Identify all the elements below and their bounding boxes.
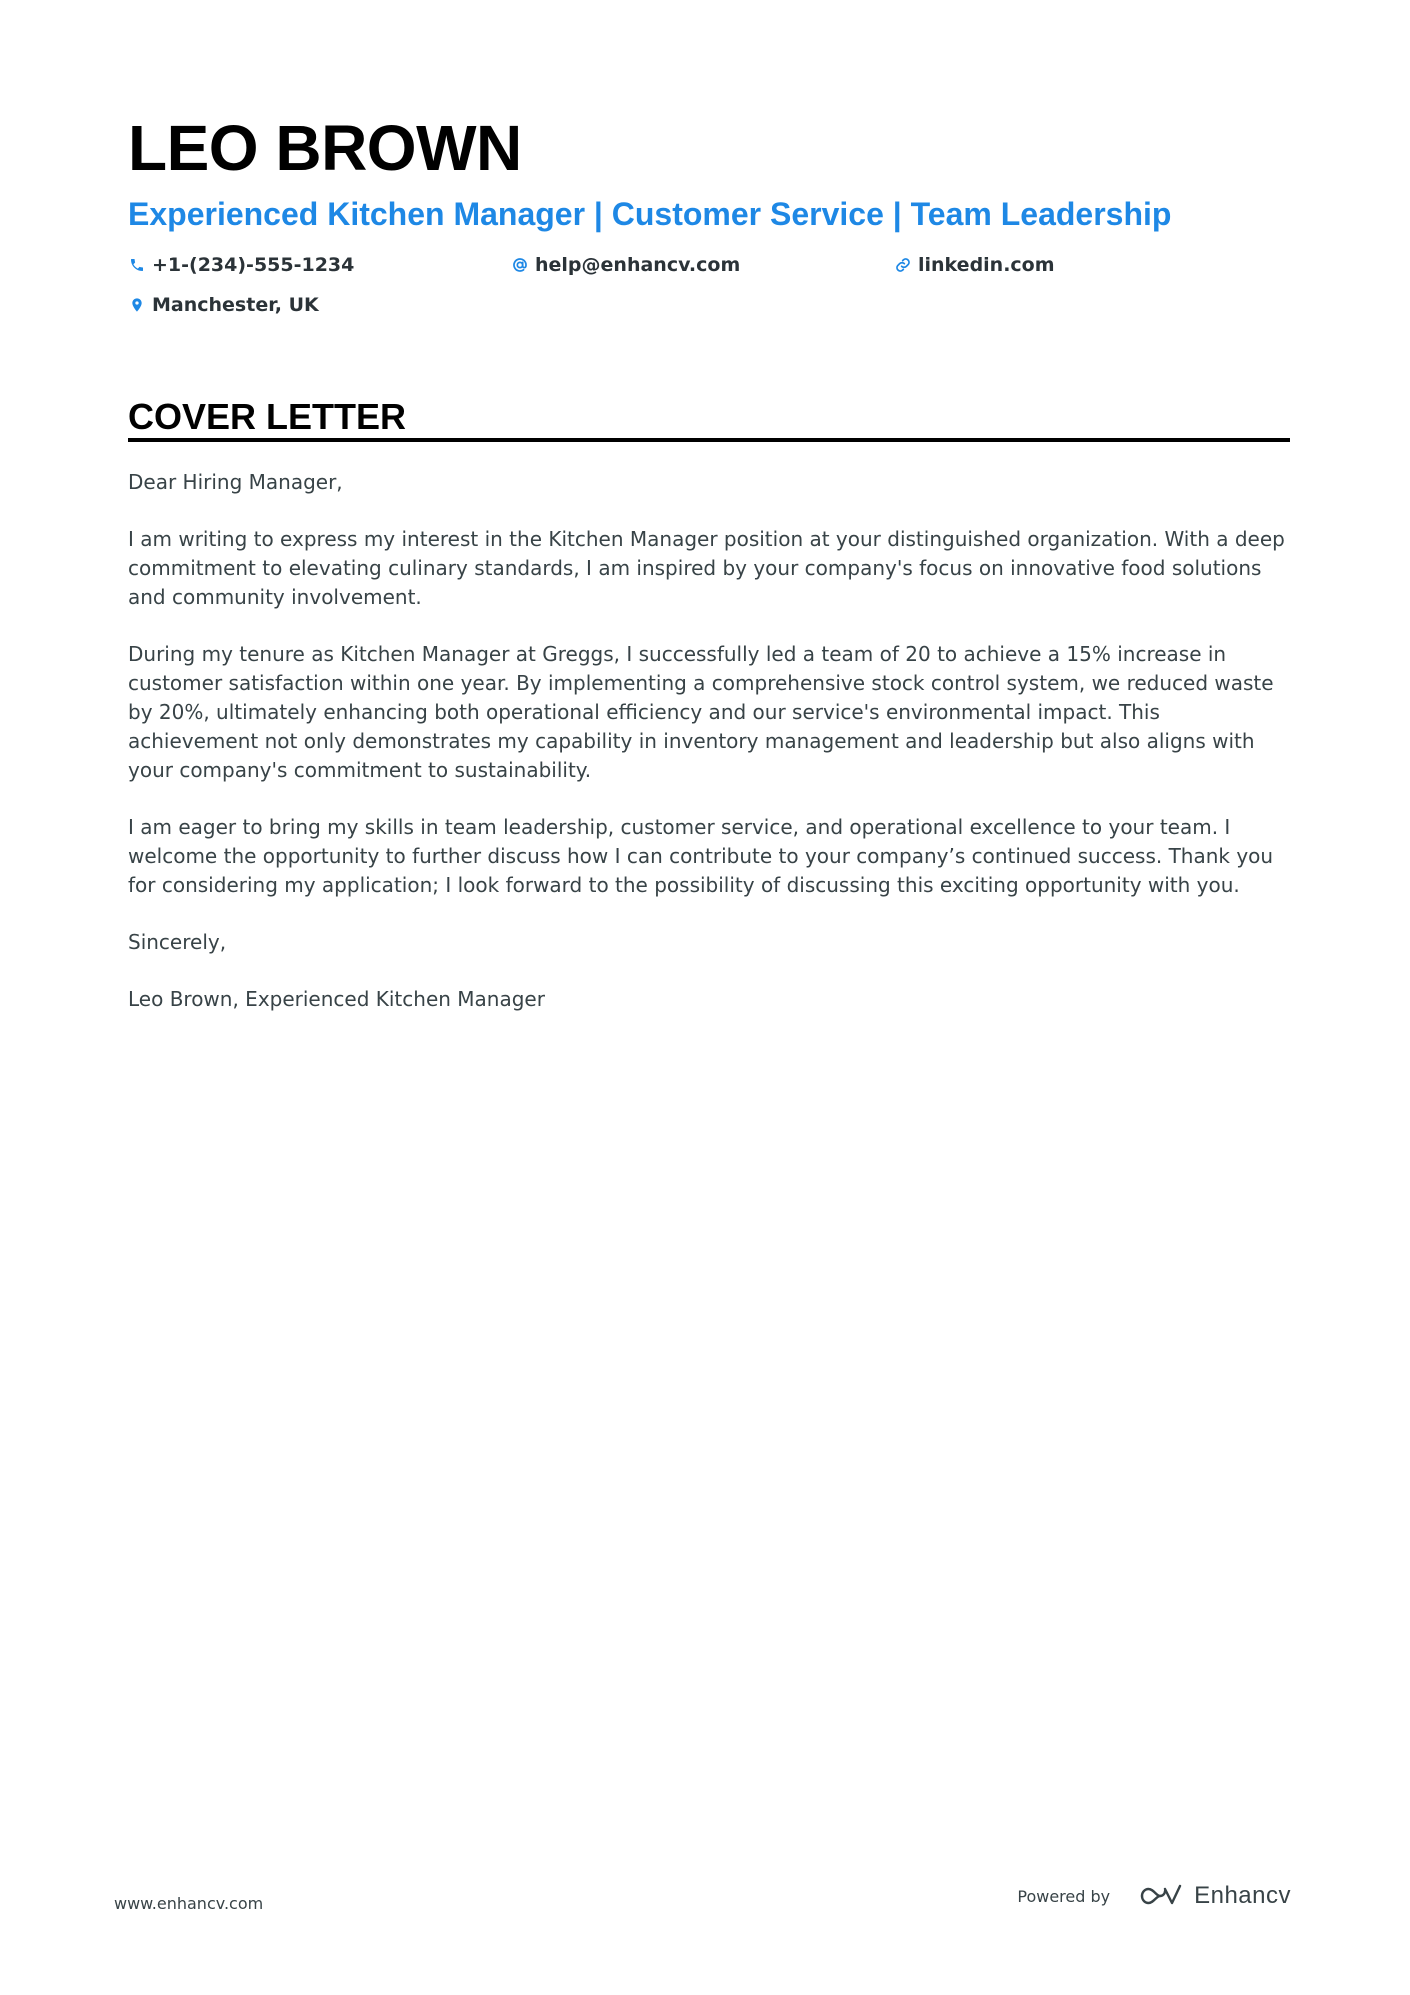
section-title: COVER LETTER: [128, 396, 407, 437]
letter-greeting: Dear Hiring Manager,: [128, 470, 343, 494]
location-text: Manchester, UK: [152, 294, 319, 316]
footer-website-link[interactable]: www.enhancv.com: [114, 1894, 264, 1913]
powered-by-label: Powered by: [1017, 1886, 1111, 1906]
contact-info: [128, 246, 1290, 336]
footer-branding: [1017, 1882, 1291, 1910]
letter-paragraph-2: During my tenure as Kitchen Manager at Greggs, I successfully led a team of 20 to achieve a 15% increase in customer satisfaction within one year. By implementing a comprehensive stock control system, we reduced waste by 20%, ultimately enhancing both operational efficiency and our service's environmental impact. This achievement not only demonstrates my capability in inventory management and leadership but also aligns with your company's commitment to sustainability.: [128, 642, 1274, 782]
link-icon: [894, 256, 912, 274]
location-pin-icon: [128, 296, 146, 314]
phone-text: +1-(234)-555-1234: [152, 254, 355, 276]
contact-email[interactable]: [511, 254, 740, 276]
at-icon: [511, 256, 529, 274]
candidate-headline: Experienced Kitchen Manager | Customer Service | Team Leadership: [128, 196, 1172, 232]
letter-paragraph-1: I am writing to express my interest in the Kitchen Manager position at your distinguished organization. With a deep commitment to elevating culinary standards, I am inspired by your company's focus on innovative food solutions and community involvement.: [128, 527, 1285, 609]
contact-phone[interactable]: [128, 254, 354, 276]
brand-name: Enhancv: [1194, 1882, 1291, 1909]
letter-closing: Sincerely,: [128, 930, 227, 954]
enhancv-logo-icon: [1136, 1883, 1184, 1909]
header: [128, 108, 1290, 336]
candidate-name: LEO BROWN: [128, 112, 522, 184]
link-text: linkedin.com: [918, 254, 1055, 276]
phone-icon: [128, 256, 146, 274]
letter-signature: Leo Brown, Experienced Kitchen Manager: [128, 987, 545, 1011]
email-text: help@enhancv.com: [535, 254, 741, 276]
letter-body: [128, 468, 1290, 1042]
brand[interactable]: [1136, 1882, 1291, 1910]
section-divider: [128, 438, 1290, 442]
contact-link[interactable]: [894, 254, 1055, 276]
letter-paragraph-3: I am eager to bring my skills in team leadership, customer service, and operational excellence to your team. I welcome the opportunity to further discuss how I can contribute to your company’s continued success. Thank you for considering my application; I look forward to the possibility of discussing this exciting opportunity with you.: [128, 815, 1274, 897]
contact-location: [128, 294, 319, 316]
